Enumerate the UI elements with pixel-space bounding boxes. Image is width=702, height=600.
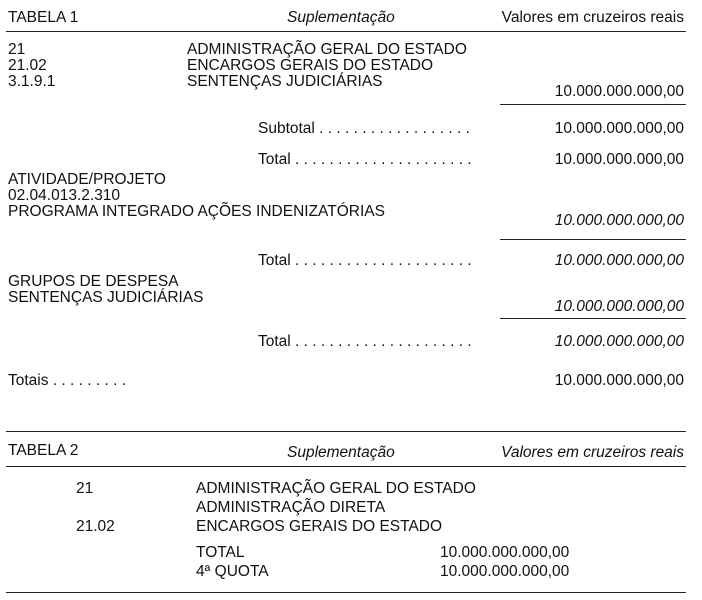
table1-item-name: SENTENÇAS JUDICIÁRIAS <box>187 73 383 90</box>
table1-subtotal-label: Subtotal . . . . . . . . . . . . . . . . . . <box>258 120 470 137</box>
table1-item-code: 3.1.9.1 <box>8 73 56 90</box>
table1-program-amount: 10.000.000.000,00 <box>554 212 684 229</box>
table1-org-name-1: ADMINISTRAÇÃO GERAL DO ESTADO <box>187 41 467 58</box>
table1-total2-label: Total . . . . . . . . . . . . . . . . . . . . . <box>258 252 472 269</box>
table1-groups-header: GRUPOS DE DESPESA <box>8 273 179 290</box>
table2-quota-label: 4ª QUOTA <box>196 563 269 580</box>
table1-total1-amount: 10.000.000.000,00 <box>554 151 684 168</box>
table1-totals-label: Totais . . . . . . . . . <box>8 372 127 389</box>
table2-name-1b: ADMINISTRAÇÃO DIRETA <box>196 499 386 516</box>
table1-total1-label: Total . . . . . . . . . . . . . . . . . . . . . <box>258 151 472 168</box>
table2-total-amount: 10.000.000.000,00 <box>440 544 570 561</box>
table2-total-label: TOTAL <box>196 544 245 561</box>
table1-groups-item: SENTENÇAS JUDICIÁRIAS <box>8 289 204 306</box>
table1-groups-amount: 10.000.000.000,00 <box>554 298 684 315</box>
table1-item-amount: 10.000.000.000,00 <box>554 83 684 100</box>
table1-subtotal-amount: 10.000.000.000,00 <box>554 120 684 137</box>
table1-unit-label: Valores em cruzeiros reais <box>501 9 684 26</box>
table1-totals-amount: 10.000.000.000,00 <box>554 372 684 389</box>
table2-name-1: ADMINISTRAÇÃO GERAL DO ESTADO <box>196 480 476 497</box>
table2-code-2: 21.02 <box>76 518 115 535</box>
table1-header-rule <box>6 31 686 32</box>
table1-total2-amount: 10.000.000.000,00 <box>554 252 684 269</box>
table2-top-rule <box>6 431 686 432</box>
table1-org-code-2: 21.02 <box>8 57 47 74</box>
table2-header-rule <box>6 466 686 467</box>
table2-bottom-rule <box>6 592 686 593</box>
table2-unit-label: Valores em cruzeiros reais <box>501 444 684 461</box>
table2-title: TABELA 2 <box>8 442 79 459</box>
table2-quota-amount: 10.000.000.000,00 <box>440 563 570 580</box>
table2-code-1: 21 <box>76 480 94 497</box>
table1-groups-rule <box>500 318 686 319</box>
table1-org-name-2: ENCARGOS GERAIS DO ESTADO <box>187 57 434 74</box>
table2-type-label: Suplementação <box>287 444 395 461</box>
table1-item-rule <box>500 104 686 105</box>
table1-title: TABELA 1 <box>8 9 79 26</box>
table1-program-rule <box>500 239 686 240</box>
table1-type-label: Suplementação <box>287 9 395 26</box>
table1-total3-amount: 10.000.000.000,00 <box>554 333 684 350</box>
table1-total3-label: Total . . . . . . . . . . . . . . . . . . . . . <box>258 333 472 350</box>
table1-activity-header: ATIVIDADE/PROJETO <box>8 171 166 188</box>
table2-name-2: ENCARGOS GERAIS DO ESTADO <box>196 518 443 535</box>
table1-activity-code: 02.04.013.2.310 <box>8 187 121 204</box>
table1-org-code-1: 21 <box>8 41 26 58</box>
table1-program-name: PROGRAMA INTEGRADO AÇÕES INDENIZATÓRIAS <box>8 203 385 220</box>
